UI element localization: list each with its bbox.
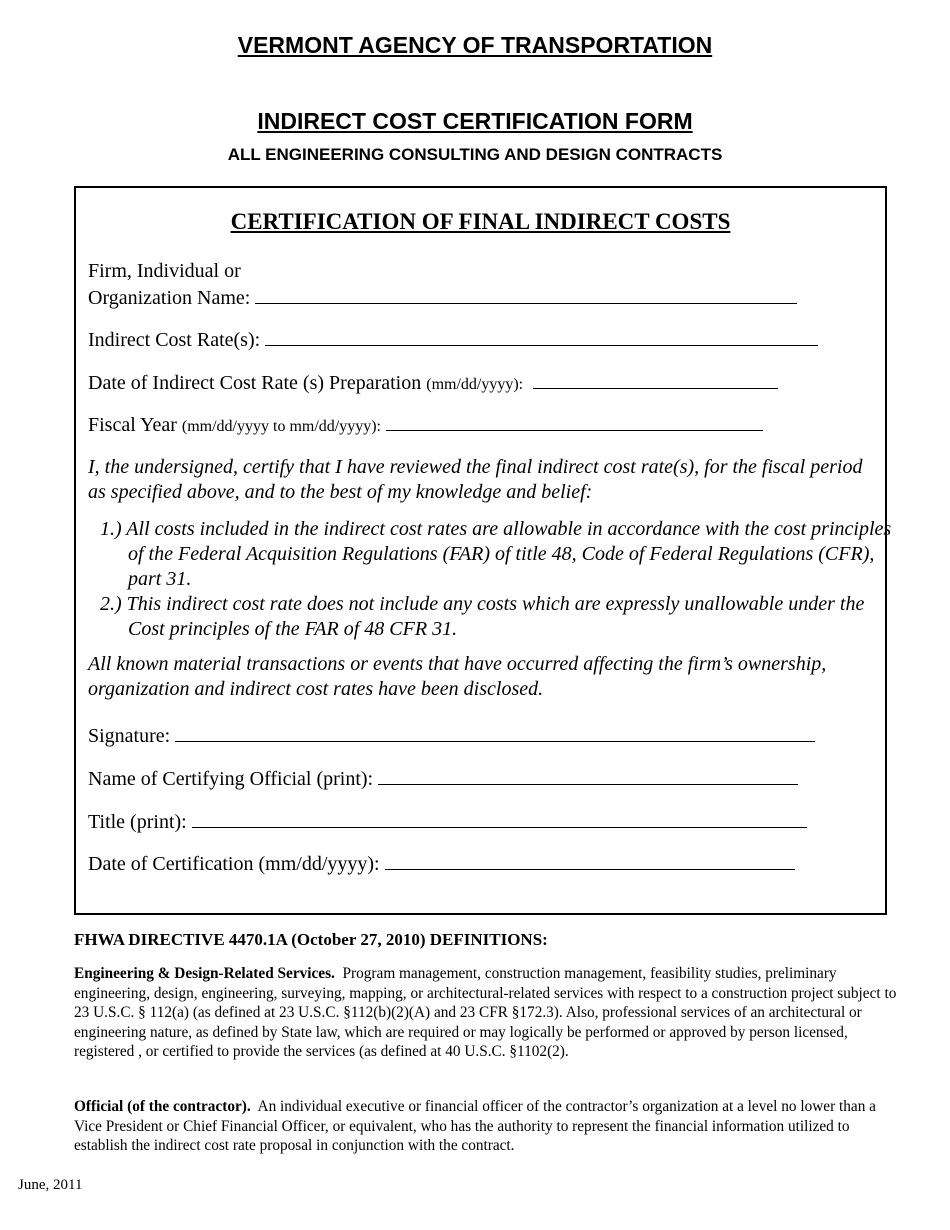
definition-engineering-text: Program management, construction management, feasibility studies, preliminary engineering, design, engineering, surveying, mapping, or architectural-related services with respect to a construction project subject to 23 U.S.C. § 112(a) (as defined at 23 U.S.C. §112(b)(2)(A) and 23 CFR §172.3). Also, professional services of an architectural or engineering nature, as defined by State law, which are required or may logically be performed or approved by person licensed, registered , or certified to provide the services (as defined at 40 U.S.C. §1102(2).: [74, 965, 897, 1060]
official-name-field[interactable]: [378, 766, 798, 785]
firm-label-line-1: [88, 260, 241, 283]
definition-engineering-term: Engineering & Design-Related Services.: [74, 965, 335, 982]
title-field[interactable]: [192, 809, 807, 828]
definitions-heading: FHWA DIRECTIVE 4470.1A (October 27, 2010) DEFINITIONS:: [74, 930, 548, 949]
firm-label-1: Firm, Individual or: [88, 260, 241, 282]
official-name-label: Name of Certifying Official (print):: [88, 768, 374, 790]
fiscal-year-format: (mm/dd/yyyy to mm/dd/yyyy):: [181, 418, 381, 435]
certification-title: CERTIFICATION OF FINAL INDIRECT COSTS: [230, 209, 731, 234]
definition-engineering: [74, 964, 904, 1062]
certification-item-2: 2.) This indirect cost rate does not include any costs which are expressly unallowable under the Cost principles of the FAR of 48 CFR 31.: [100, 593, 865, 640]
fiscal-year-field[interactable]: [386, 412, 763, 431]
preparation-date-row: [88, 370, 778, 395]
definition-official-term: Official (of the contractor).: [74, 1098, 251, 1115]
agency-title: VERMONT AGENCY OF TRANSPORTATION: [237, 32, 713, 58]
firm-name-row: [88, 285, 797, 310]
firm-label-2: Organization Name:: [88, 287, 251, 309]
form-subtitle: ALL ENGINEERING CONSULTING AND DESIGN CONTRACTS: [227, 145, 723, 164]
footer-date: June, 2011: [18, 1177, 83, 1193]
definition-official-text: An individual executive or financial officer of the contractor’s organization at a level no lower than a Vice President or Chief Financial Officer, or equivalent, who has the authority to represent the financial information utilized to establish the indirect cost rate proposal in conjunction with the contract.: [74, 1098, 876, 1154]
certification-box: [74, 186, 892, 915]
form-title: INDIRECT COST CERTIFICATION FORM: [257, 108, 693, 134]
definition-official: [74, 1097, 904, 1156]
certification-date-field[interactable]: [385, 851, 795, 870]
disclosure-statement: All known material transactions or events that have occurred affecting the firm’s ownership, organization and indirect cost rates have been disclosed.: [88, 653, 827, 700]
signature-row: [88, 723, 815, 748]
title-row: [88, 809, 807, 834]
certification-date-label: Date of Certification (mm/dd/yyyy):: [88, 853, 380, 875]
preparation-date-format: (mm/dd/yyyy):: [426, 376, 524, 393]
title-label: Title (print):: [88, 811, 187, 833]
certification-item-1: 1.) All costs included in the indirect cost rates are allowable in accordance with the cost principles of the Federal Acquisition Regulations (FAR) of title 48, Code of Federal Regulations (CFR), part 31.: [100, 518, 892, 590]
official-name-row: [88, 766, 798, 791]
preparation-date-label: Date of Indirect Cost Rate (s) Preparation: [88, 372, 422, 394]
indirect-rates-field[interactable]: [265, 327, 818, 346]
fiscal-year-row: [88, 412, 763, 437]
fiscal-year-label: Fiscal Year: [88, 414, 177, 436]
certification-statement: I, the undersigned, certify that I have reviewed the final indirect cost rate(s), for the fiscal period as specified above, and to the best of my knowledge and belief:: [88, 456, 863, 503]
signature-field[interactable]: [175, 723, 815, 742]
firm-name-field[interactable]: [255, 285, 797, 304]
certification-date-row: [88, 851, 795, 876]
preparation-date-field[interactable]: [533, 370, 778, 389]
indirect-rates-row: [88, 327, 818, 352]
indirect-rates-label: Indirect Cost Rate(s):: [88, 329, 261, 351]
signature-label: Signature:: [88, 725, 171, 747]
